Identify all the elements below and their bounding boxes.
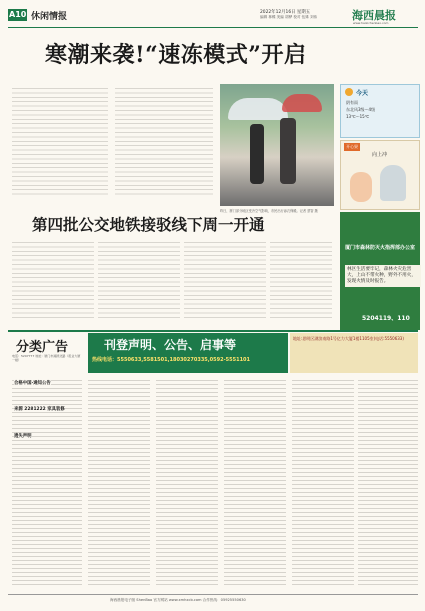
- classified-item-3: 来源 2281222 家具装修: [14, 407, 65, 412]
- classified-item-1: 合格中国·通知公告: [14, 381, 51, 386]
- article-2-col1: [12, 240, 94, 318]
- main-headline: 寒潮来袭!“速冻模式”开启: [45, 42, 307, 68]
- cartoon-figure: [350, 172, 372, 202]
- cartoon-badge: 开心果: [346, 144, 358, 149]
- weather-line-1: 阴有雨: [346, 100, 358, 105]
- footer-text: 海西晨报电子版 ShenBao 官方网站 www.xmhxcb.com 合作热线：05925550630: [110, 598, 246, 602]
- secondary-headline: 第四批公交地铁接驳线下周一开通: [32, 215, 265, 234]
- cartoon-name: 向上冲: [372, 152, 388, 158]
- section-title: 休闲情报: [31, 12, 68, 22]
- page-number: A10: [9, 10, 27, 19]
- masthead-logo: 海西晨报: [352, 9, 396, 22]
- weather-title: 今天: [356, 90, 369, 97]
- header-date: 2022年12月16日 星期五: [260, 10, 311, 15]
- classified-sub: 电话：5207777 地址：厦门市湖滨北路（报业大厦一楼）: [12, 354, 81, 362]
- article-2-col3: [184, 240, 266, 318]
- article-2-col4: [270, 240, 332, 318]
- classified-col5: [292, 378, 354, 588]
- article-1-col1: [12, 86, 108, 196]
- notice-head: 地址:思明区湖滨南路1号亿力大厦1楼1105室(电话:5550633): [293, 336, 404, 341]
- person-figure: [250, 124, 264, 184]
- classified-col4: [224, 378, 286, 588]
- classified-hotline: 热线电话：5550633,5581501,18030270335,0592-5551101: [92, 357, 251, 363]
- classified-title: 分类广告: [16, 340, 69, 355]
- classified-col3: [156, 378, 218, 588]
- umbrella: [282, 94, 322, 112]
- header-rule: [8, 27, 418, 28]
- classified-col6: [358, 378, 418, 588]
- header-url: www.haixichenbao.com: [353, 21, 389, 25]
- classified-col2: [88, 378, 150, 588]
- person-figure: [280, 118, 296, 184]
- weather-line-2: 东北风3级～4级: [346, 107, 376, 112]
- weather-line-3: 13℃～15℃: [346, 114, 370, 119]
- fire-ad-hotline: 5204119、110: [362, 315, 410, 322]
- classified-banner-text: 刊登声明、公告、启事等: [104, 338, 237, 352]
- classified-rule: [8, 330, 418, 332]
- article-2-col2: [98, 240, 180, 318]
- fire-ad-body: 林区生活要牢记，森林火灾危害大，上山不带火种，野外不用火，发现火情及时报告。: [345, 265, 421, 287]
- fire-ad-title: 厦门市森林防灭火指挥部办公室: [345, 245, 416, 251]
- footer-rule: [8, 594, 418, 595]
- photo-caption: 昨日，厦门部分地区受冷空气影响，市民出行添衣保暖。记者 蔡智 摄: [220, 209, 318, 213]
- classified-item-2: 遗失声明: [14, 434, 32, 439]
- cartoon-figure: [380, 165, 406, 201]
- header-editor: 编辑 林蝶 美编 胡桦 校对 伍姝 刘伟: [260, 15, 318, 19]
- umbrella: [228, 98, 288, 120]
- article-1-col2: [115, 86, 213, 196]
- weather-icon: [345, 88, 353, 96]
- news-photo: [220, 84, 334, 206]
